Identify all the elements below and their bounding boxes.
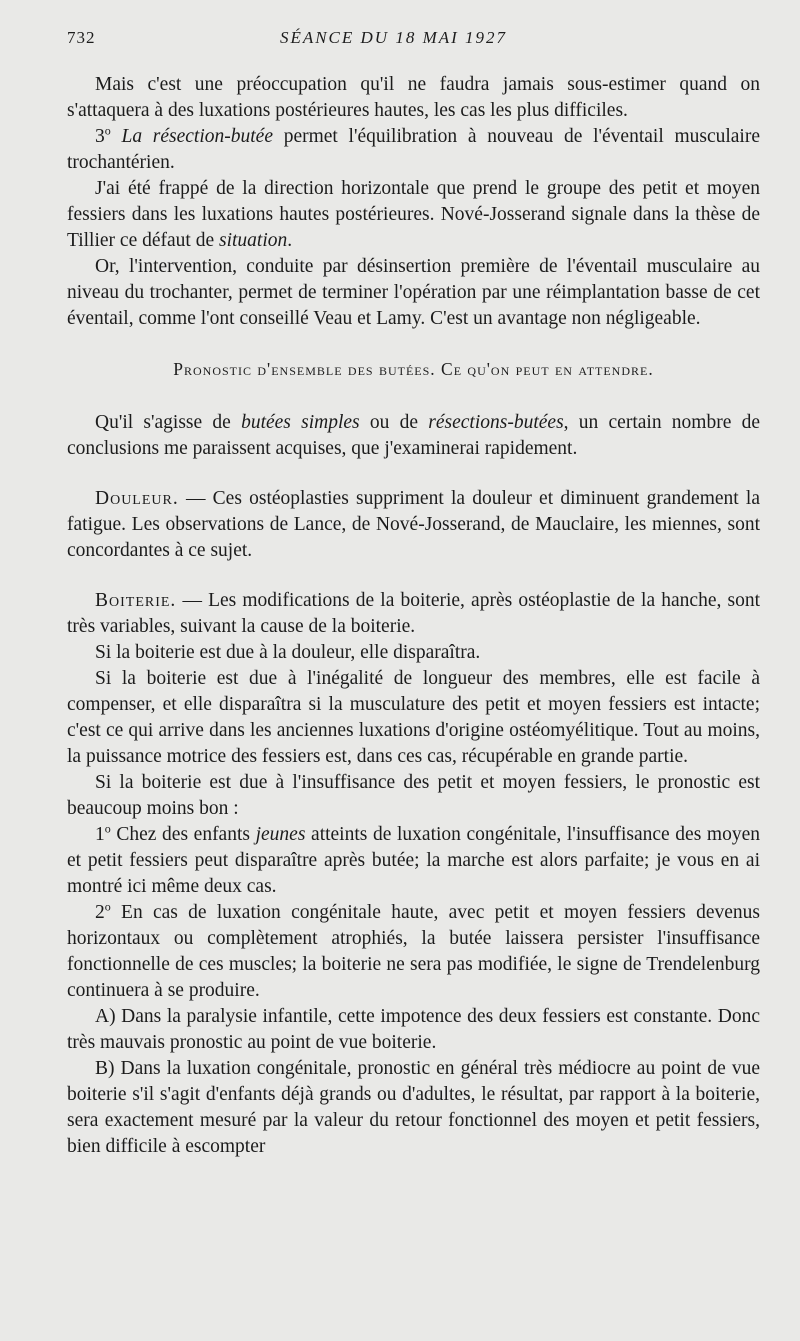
paragraph-13 (67, 1004, 760, 1056)
paragraph-4 (67, 254, 760, 332)
paragraph-text: Chez des enfants (110, 824, 256, 845)
paragraph-text: A) Dans la paralysie infantile, cette impotence des deux fessiers est constante. Donc très mauvais pronostic au point de vue boiterie. (67, 1006, 760, 1053)
paragraph-text: J'ai été frappé de la direction horizontale que prend le groupe des petit et moyen fessiers dans les luxations hautes postérieures. Nové-Josserand signale dans la thèse de Tillier ce défaut de (67, 178, 760, 251)
paragraph-text: En cas de luxation congénitale haute, avec petit et moyen fessiers devenus horizontaux ou complètement atrophiés, la butée laissera persister l'insuffisance fonctionnelle de ces muscles; la boiterie ne sera pas modifiée, le signe de Trendelenburg continuera à se produire. (67, 902, 760, 1001)
ordinal-mark: o (104, 123, 111, 138)
paragraph-text: Si la boiterie est due à l'inégalité de longueur des membres, elle est facile à compenser, et elle disparaîtra si la musculature des petit et moyen fessiers est intacte; c'est ce qui arrive dans les anciennes luxations d'origine ostéomyélitique. Tout au moins, la puissance motrice des fessiers est, dans ces cas, récupérable en grande partie. (67, 668, 760, 767)
italic-term: jeunes (255, 824, 306, 845)
section-heading: Pronostic d'ensemble des butées. Ce qu'on peut en attendre. (173, 359, 654, 379)
page-number: 732 (67, 28, 96, 47)
paragraph-10 (67, 770, 760, 822)
paragraph-1 (67, 72, 760, 124)
paragraph-text: Or, l'intervention, conduite par désinsertion première de l'éventail musculaire au niveau du trochanter, permet de terminer l'opération par une réimplantation basse de cet éventail, comme l'ont conseillé Veau et Lamy. C'est un avantage non négligeable. (67, 256, 760, 329)
paragraph-boiterie (67, 588, 760, 640)
list-number: 2 (95, 902, 105, 923)
paragraph-text: , un certain nombre de conclusions me paraissent acquises, que j'examinerai rapidement. (67, 412, 761, 459)
paragraph-3 (67, 176, 760, 254)
ordinal-mark: o (104, 821, 111, 836)
list-number: 1 (95, 824, 105, 845)
paragraph-text: B) Dans la luxation congénitale, pronostic en général très médiocre au point de vue boiterie s'il s'agit d'enfants déjà grands ou d'adultes, le résultat, par rapport à la boiterie, sera exactement mesuré par la valeur du retour fonctionnel des moyen et petit fessiers, bien difficile à escompter (67, 1058, 760, 1157)
italic-term: La résection-butée (121, 126, 273, 147)
paragraph-text: atteints de luxation congénitale, l'insuffisance des moyen et petit fessiers peut disparaître après butée; la marche est alors parfaite; je vous en ai montré ici même deux cas. (67, 824, 760, 897)
paragraph-14 (67, 1056, 760, 1160)
paragraph-douleur (67, 486, 760, 564)
paragraph-end: . (287, 230, 293, 251)
running-title: SÉANCE DU 18 MAI 1927 (279, 28, 508, 47)
paragraph-text: permet l'équilibration à nouveau de l'éventail musculaire trochantérien. (67, 126, 760, 173)
run-in-heading: Boiterie. (95, 590, 177, 611)
paragraph-text: Si la boiterie est due à la douleur, elle disparaîtra. (95, 642, 481, 663)
paragraph-text: Si la boiterie est due à l'insuffisance des petit et moyen fessiers, le pronostic est beaucoup moins bon : (67, 772, 760, 819)
ordinal-mark: o (104, 899, 111, 914)
paragraph-5 (67, 410, 760, 462)
paragraph-8 (67, 640, 760, 666)
run-in-heading: Douleur. (95, 488, 179, 509)
italic-term: situation (218, 230, 288, 251)
paragraph-text: ou de (359, 412, 429, 433)
paragraph-text: — Les modifications de la boiterie, après ostéoplastie de la hanche, sont très variables, suivant la cause de la boiterie. (67, 590, 760, 637)
paragraph-2 (67, 124, 760, 176)
paragraph-11 (67, 822, 760, 900)
paragraph-9 (67, 666, 760, 770)
paragraph-text: Mais c'est une préoccupation qu'il ne faudra jamais sous-estimer quand on s'attaquera à des luxations postérieures hautes, les cas les plus difficiles. (67, 74, 760, 121)
italic-term: résections-butées (428, 412, 564, 433)
paragraph-text: Qu'il s'agisse de (95, 412, 242, 433)
body-text (67, 72, 760, 1160)
running-head (67, 28, 760, 68)
list-number: 3 (95, 126, 105, 147)
paragraph-text: — Ces ostéoplasties suppriment la douleur et diminuent grandement la fatigue. Les observations de Lance, de Nové-Josserand, de Mauclaire, les miennes, sont concordantes à ce sujet. (67, 488, 760, 561)
italic-term: butées simples (241, 412, 360, 433)
paragraph-12 (67, 900, 760, 1004)
